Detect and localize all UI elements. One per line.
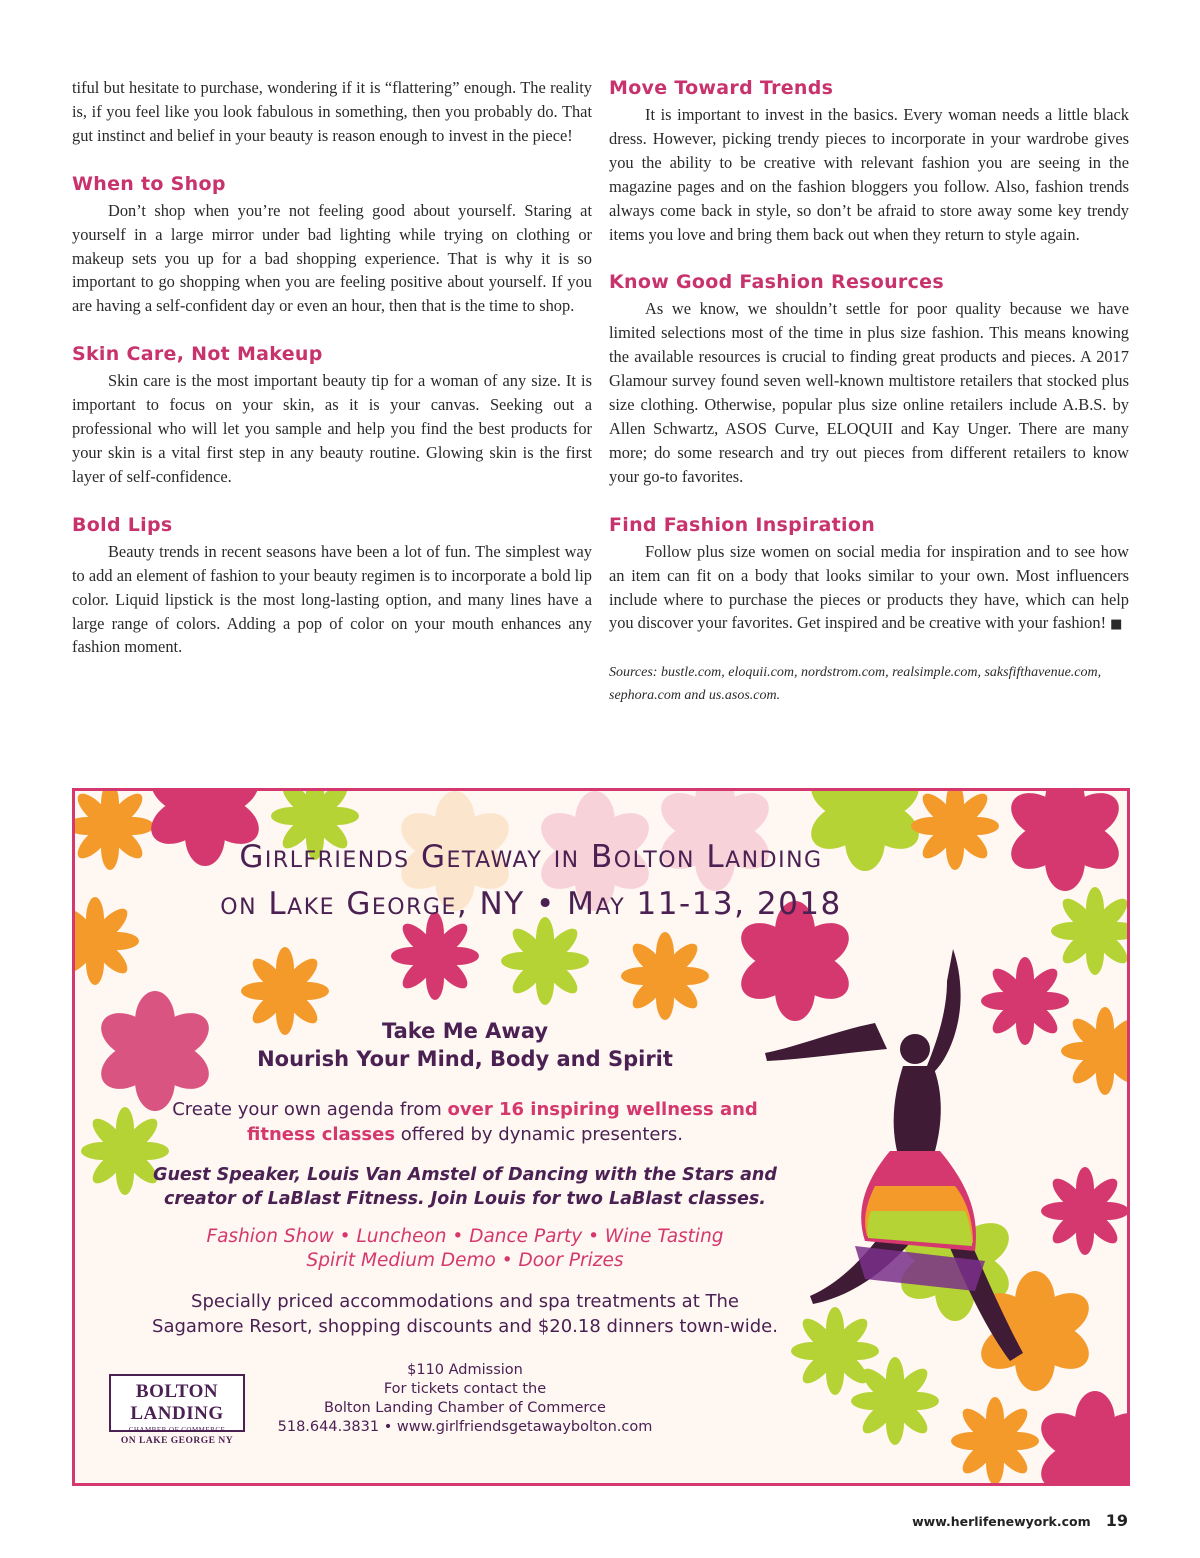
ad-accommodations (135, 1289, 795, 1339)
ad-admission: $110 Admission (407, 1362, 523, 1378)
ad-events-line-1: Fashion Show • Luncheon • Dance Party • Wine Tasting (206, 1226, 724, 1247)
ad-agenda-post: offered by dynamic presenters. (395, 1124, 683, 1145)
heading-skin-care: Skin Care, Not Makeup (72, 343, 323, 366)
end-mark-icon: ■ (1110, 617, 1123, 633)
paragraph-when-to-shop: Don’t shop when you’re not feeling good about yourself. Staring at yourself in a large mirror under bad lighting while trying on clothing or makeup sets you up for a bad shopping experience. That is why it is so important to go shopping when you are feeling positive about yourself. If you are having a self-confident day or even an hour, then that is the time to shop. (72, 200, 592, 316)
intro-paragraph: tiful but hesitate to purchase, wondering if it is “flattering” enough. The reality is, if you feel like you look fabulous in something, then you probably do. That gut instinct and belief in your beauty is reason enough to invest in the piece! (72, 78, 592, 145)
ad-accom-line-1: Specially priced accommodations and spa treatments at The (191, 1291, 739, 1312)
footer-url-link[interactable]: www.herlifenewyork.com (912, 1514, 1091, 1529)
ad-events-list (135, 1225, 795, 1273)
ad-events-line-2: Spirit Medium Demo • Door Prizes (306, 1250, 624, 1271)
ad-tagline-2: Nourish Your Mind, Body and Spirit (257, 1047, 673, 1071)
ad-guest-line-1: Guest Speaker, Louis Van Amstel of Dancing with the Stars and (153, 1165, 777, 1185)
ad-title-line-2: on Lake George, NY • May 11-13, 2018 (220, 886, 842, 922)
logo-subtitle: CHAMBER OF COMMERCE (128, 1426, 226, 1434)
paragraph-fashion-resources: As we know, we shouldn’t settle for poor quality because we have limited selections most of the time in plus size fashion. This means knowing the available resources is crucial to finding great products and pieces. A 2017 Glamour survey found seven well-known multistore retailers that stocked plus size clothing. Otherwise, popular plus size online retailers include A.B.S. by Allen Schwartz, ASOS Curve, ELOQUII and Kay Unger. There are many more; do some research and try out pieces from different retailers to know your go-to favorites. (609, 299, 1129, 486)
logo-name: BOLTON LANDING (130, 1381, 224, 1424)
article-left-column (72, 76, 592, 659)
article-right-column (609, 76, 1129, 721)
heading-fashion-resources: Know Good Fashion Resources (609, 271, 944, 294)
logo-lake: ON LAKE GEORGE NY (120, 1436, 234, 1446)
paragraph-fashion-inspiration (609, 540, 1129, 638)
paragraph-skin-care: Skin care is the most important beauty tip for a woman of any size. It is important to focus on your skin, as it is your canvas. Seeking out a professional who will let you sample and help you find the best products for your skin is a vital first step in any beauty routine. Glowing skin is the first layer of self-confidence. (72, 371, 592, 486)
ad-agenda-pre: Create your own agenda from (172, 1099, 448, 1120)
bolton-landing-logo (109, 1374, 245, 1446)
ad-phone-web[interactable]: 518.644.3831 • www.girlfriendsgetawaybolton.com (277, 1419, 653, 1435)
heading-fashion-inspiration: Find Fashion Inspiration (609, 513, 876, 536)
ad-tickets-line-1: For tickets contact the (383, 1381, 547, 1397)
sources-note: Sources: bustle.com, eloquii.com, nordstrom.com, realsimple.com, saksfifthavenue.com, sephora.com and us.asos.com. (609, 665, 1102, 704)
page-footer (912, 1511, 1128, 1530)
ad-guest-speaker (135, 1163, 795, 1211)
striped-dress (855, 1151, 985, 1291)
paragraph-move-toward-trends: It is important to invest in the basics. Every woman needs a little black dress. However, picking trendy pieces to incorporate in your wardrobe gives you the ability to be creative with relevant fashion you are seeing in the magazine pages and on the fashion bloggers you follow. Also, fashion trends always come back in style, so don’t be afraid to store away some key trendy items you love and bring them back out when they return to style again. (609, 105, 1129, 244)
ad-title-line-1: Girlfriends Getaway in Bolton Landing (239, 839, 823, 875)
ad-agenda-highlight: over 16 inspiring wellness and fitness classes (247, 1099, 758, 1145)
heading-when-to-shop: When to Shop (72, 172, 226, 195)
heading-bold-lips: Bold Lips (72, 513, 173, 536)
heading-move-toward-trends: Move Toward Trends (609, 77, 834, 99)
ad-agenda-text (135, 1097, 795, 1147)
page-number: 19 (1105, 1511, 1128, 1530)
paragraph-fashion-inspiration-text: Follow plus size women on social media for inspiration and to see how an item can fit on a body that looks similar to your own. Most influencers include where to purchase the pieces or products they have, which can help you discover your favorites. Get inspired and be creative with your fashion! (609, 541, 1129, 633)
paragraph-bold-lips: Beauty trends in recent seasons have been a lot of fun. The simplest way to add an element of fashion to your beauty regimen is to incorporate a bold lip color. Liquid lipstick is the most long-lasting option, and many lines have a large range of colors. Adding a pop of color on your mouth enhances any fashion moment. (72, 541, 592, 657)
ad-tickets-line-2: Bolton Landing Chamber of Commerce (324, 1400, 606, 1416)
ad-guest-line-2: creator of LaBlast Fitness. Join Louis for two LaBlast classes. (164, 1189, 766, 1209)
ad-tagline-1: Take Me Away (381, 1019, 549, 1043)
event-advertisement (72, 788, 1130, 1486)
ad-accom-line-2: Sagamore Resort, shopping discounts and $20.18 dinners town-wide. (152, 1316, 778, 1337)
